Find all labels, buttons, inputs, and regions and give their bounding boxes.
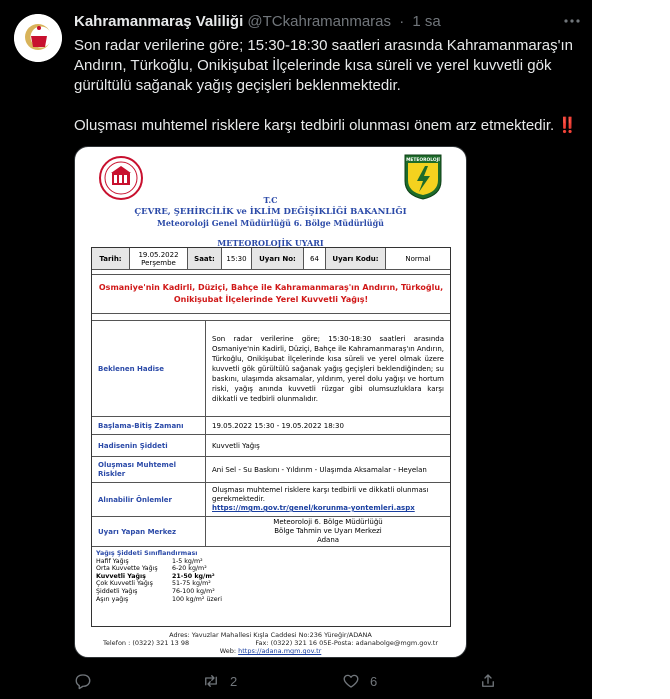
crescent-star-emblem-icon	[14, 14, 62, 62]
risks-label: Oluşması Muhtemel Riskler	[92, 457, 206, 482]
legend-name: Orta Kuvvette Yağış	[96, 565, 158, 573]
ministry-name: ÇEVRE, ŞEHİRCİLİK ve İKLİM DEĞİŞİKLİĞİ BAKANLIĞI	[134, 207, 407, 217]
legend-name: Aşırı yağış	[96, 595, 129, 603]
warning-number-value: 64	[304, 248, 326, 269]
footer-web-link[interactable]: https://adana.mgm.gov.tr	[238, 647, 322, 656]
date-cell	[130, 248, 188, 269]
precipitation-legend	[96, 550, 276, 603]
severity-label: Hadisenin Şiddeti	[92, 435, 206, 456]
retweet-icon	[202, 672, 220, 690]
warning-table	[91, 247, 451, 627]
period-row	[92, 416, 450, 434]
footer-fax: Fax: (0322) 321 16 05E-Posta: adanabolge@mgm.gov.tr	[255, 639, 438, 648]
tweet-media-image[interactable]	[74, 146, 467, 658]
legend-row	[96, 565, 276, 573]
document-footer	[75, 631, 466, 656]
double-exclamation-icon: ‼️	[558, 117, 578, 134]
center-cell	[206, 517, 450, 546]
avatar[interactable]	[14, 14, 62, 62]
tweet-text	[74, 36, 579, 156]
reply-icon	[74, 672, 92, 690]
measures-cell	[206, 483, 450, 516]
severity-value: Kuvvetli Yağış	[212, 441, 260, 450]
legend-title: Yağış Şiddeti Sınıflandırması	[96, 550, 198, 557]
tc-label: T.C	[263, 195, 278, 205]
measures-row	[92, 482, 450, 516]
warning-headline: Osmaniye'nin Kadirli, Düziçi, Bahçe ile Kahramanmaraş'ın Andırın, Türkoğlu, Onikişubat İlçelerinde Yerel Kuvvetli Yağış!	[92, 274, 450, 314]
share-icon	[479, 672, 497, 690]
warning-code-value: Normal	[386, 248, 450, 269]
legend-range: 1-5 kg/m²	[172, 557, 203, 565]
period-value: 19.05.2022 15:30 - 19.05.2022 18:30	[212, 421, 344, 430]
measures-label: Alınabilir Önlemler	[92, 483, 206, 516]
legend-range: 76-100 kg/m²	[172, 587, 215, 595]
like-count: 6	[370, 673, 378, 689]
table-divider	[92, 546, 450, 547]
share-button[interactable]	[479, 670, 497, 692]
center-line-1: Meteoroloji 6. Bölge Müdürlüğü	[273, 518, 383, 526]
time-label: Saat:	[188, 248, 222, 269]
timestamp[interactable]: 1 sa	[412, 13, 441, 30]
legend-range: 51-75 kg/m²	[172, 580, 211, 588]
warning-code-label: Uyarı Kodu:	[326, 248, 386, 269]
footer-contact	[75, 639, 466, 647]
page-background-strip	[592, 0, 670, 699]
reply-button[interactable]	[74, 670, 92, 692]
tweet-header	[74, 13, 582, 33]
legend-name: Çok Kuvvetli Yağış	[96, 580, 153, 588]
center-line-2: Bölge Tahmin ve Uyarı Merkezi	[274, 527, 382, 535]
expected-event-row	[92, 320, 450, 416]
legend-range: 6-20 kg/m²	[172, 565, 207, 573]
severity-row	[92, 434, 450, 456]
like-button[interactable]	[342, 670, 377, 692]
footer-web-label: Web:	[219, 647, 237, 656]
measures-link[interactable]: https://mgm.gov.tr/genel/korunma-yontemleri.aspx	[212, 504, 415, 512]
center-line-3: Adana	[316, 536, 340, 544]
tweet-paragraph-2-text: Oluşması muhtemel risklere karşı tedbirli olunması önem arz etmektedir.	[74, 117, 555, 134]
legend-row	[96, 588, 276, 596]
retweet-button[interactable]	[202, 670, 237, 692]
legend-row	[96, 596, 276, 604]
retweet-count: 2	[230, 673, 238, 689]
display-name[interactable]: Kahramanmaraş Valiliği	[74, 13, 244, 30]
date-label: Tarih:	[92, 248, 130, 269]
heart-icon	[342, 672, 360, 690]
meteoroloji-logo-text: METEOROLOJİ	[406, 158, 440, 163]
risks-value: Ani Sel - Su Baskını - Yıldırım - Ulaşımda Aksamalar - Heyelan	[212, 465, 427, 474]
day-value: Perşembe	[141, 258, 176, 267]
risks-row	[92, 456, 450, 482]
weather-warning-document	[75, 147, 466, 657]
separator: ·	[399, 13, 405, 30]
period-label: Başlama-Bitiş Zamanı	[92, 417, 206, 434]
tweet-paragraph-2	[74, 116, 579, 136]
document-header	[75, 195, 466, 228]
footer-phone: Telefon : (0322) 321 13 98	[103, 639, 190, 648]
footer-address: Adres: Yavuzlar Mahallesi Kışla Caddesi No:236 Yüreğir/ADANA	[169, 631, 372, 639]
footer-web	[75, 647, 466, 655]
warning-title: METEOROLOJİK UYARI	[217, 238, 324, 248]
legend-range: 21-50 kg/m²	[172, 572, 215, 580]
more-icon[interactable]	[560, 12, 584, 32]
legend-name: Kuvvetli Yağış	[96, 572, 146, 580]
warning-number-label: Uyarı No:	[252, 248, 304, 269]
time-value: 15:30	[222, 248, 252, 269]
handle[interactable]: @TCkahramanmaras	[247, 13, 392, 30]
measures-value: Oluşması muhtemel risklere karşı tedbirli ve dikkatli olunması gerekmektedir.	[212, 486, 429, 503]
warning-meta-row	[92, 248, 450, 270]
expected-event-label: Beklenen Hadise	[92, 321, 206, 416]
center-label: Uyarı Yapan Merkez	[92, 517, 206, 546]
legend-name: Hafif Yağış	[96, 557, 129, 565]
tweet-actions	[74, 670, 579, 692]
date-value: 19.05.2022	[138, 250, 179, 259]
center-row	[92, 516, 450, 546]
meteoroloji-logo-icon	[403, 151, 443, 201]
legend-name: Şiddetli Yağış	[96, 587, 138, 595]
directorate-name: Meteoroloji Genel Müdürlüğü 6. Bölge Müdürlüğü	[156, 218, 384, 228]
expected-event-value: Son radar verilerine göre; 15:30-18:30 saatleri arasında Osmaniye'nin Kadirli, Düziçi, Bahçe ile Kahramanmaraş'ın Andırın, Türkoğlu, Onikişubat İlçelerinde kısa süreli ve yerel olmak üzere kuvvetli gök gürültülü sağanak yağış geçişleri beklendiğinden; su baskını, ulaşımda aksamalar, yıldırım, yerel dolu yağışı ve hortum riski, yağış anında kuvvetli rüzgar gibi olumsuzluklara karşı dikkatli ve tedbirli olunmalıdır.	[212, 334, 444, 403]
tweet-paragraph-1: Son radar verilerine göre; 15:30-18:30 saatleri arasında Kahramanmaraş'ın Andırın, Türkoğlu, Onikişubat İlçelerinde kısa süreli ve yerel kuvvetli gök gürültülü sağanak yağış geçişleri beklenmektedir.	[74, 37, 573, 94]
legend-range: 100 kg/m² üzeri	[172, 595, 222, 603]
legend-row	[96, 580, 276, 588]
